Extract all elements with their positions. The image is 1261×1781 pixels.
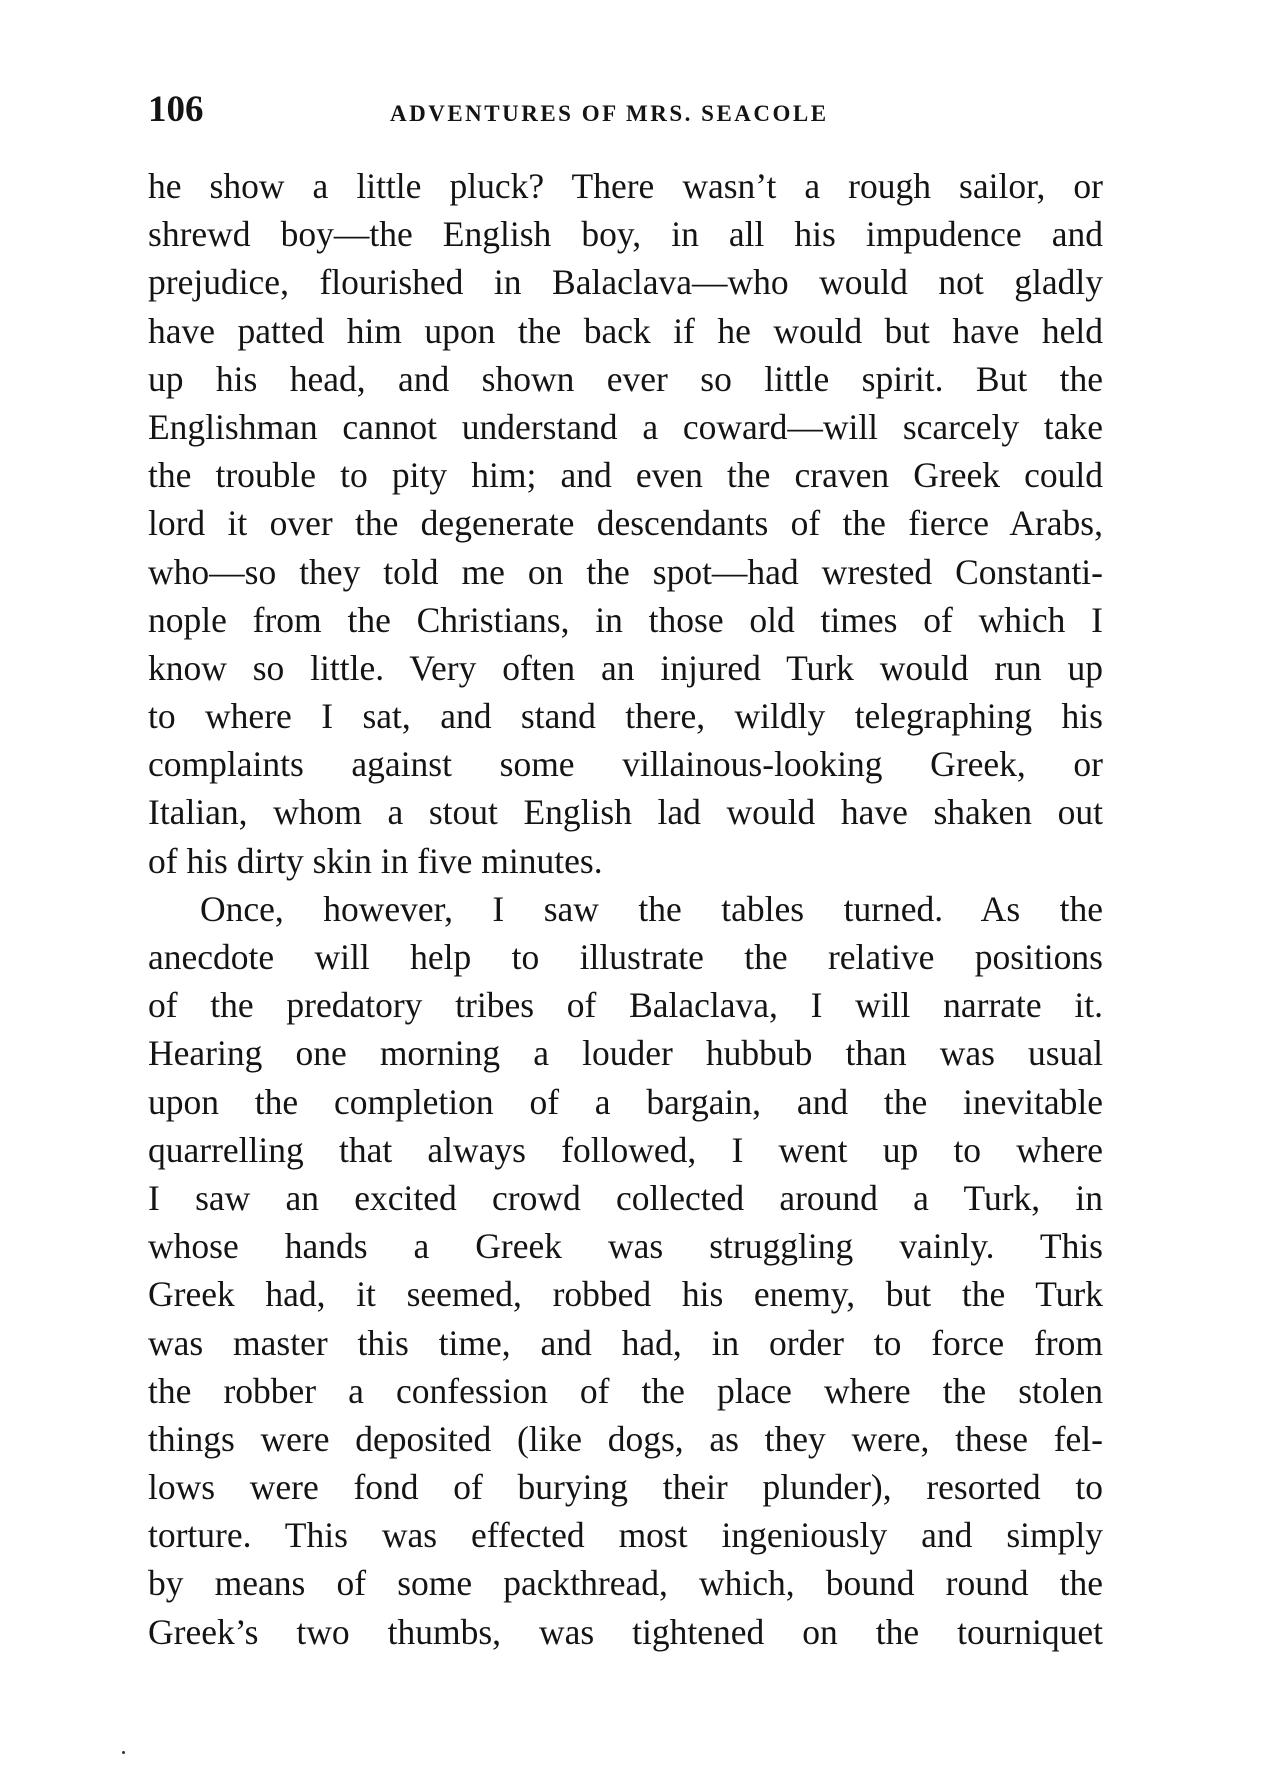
text-line: anecdote will help to illustrate the relative positions	[148, 937, 1103, 977]
running-head	[140, 82, 1092, 138]
text-line: to where I sat, and stand there, wildly telegraphing his	[148, 696, 1103, 737]
text-line: was master this time, and had, in order to force from	[148, 1322, 1103, 1363]
text-line: torture. This was effected most ingeniously and simply	[148, 1515, 1103, 1556]
text-line: quarrelling that always followed, I went up to where	[148, 1129, 1103, 1170]
text-line: whose hands a Greek was struggling vainly. This	[148, 1226, 1103, 1267]
text-line: the trouble to pity him; and even the craven Greek could	[148, 455, 1103, 496]
text-line: upon the completion of a bargain, and the inevitable	[148, 1081, 1103, 1122]
text-line: Greek had, it seemed, robbed his enemy, but the Turk	[148, 1274, 1103, 1315]
text-line: Once, however, I saw the tables turned. As the	[200, 888, 1103, 929]
text-line: Englishman cannot understand a coward—will scarcely take	[148, 406, 1103, 447]
paragraph-2	[148, 885, 1103, 1656]
text-line: prejudice, flourished in Balaclava—who would not gladly	[148, 262, 1103, 303]
text-line: who—so they told me on the spot—had wrested Constanti-	[148, 551, 1103, 592]
text-line: of the predatory tribes of Balaclava, I will narrate it.	[148, 985, 1103, 1026]
text-line: I saw an excited crowd collected around a Turk, in	[148, 1177, 1103, 1218]
paragraph-1	[148, 162, 1103, 885]
text-line: nople from the Christians, in those old times of which I	[148, 599, 1103, 640]
text-line: he show a little pluck? There wasn’t a rough sailor, or	[148, 166, 1103, 206]
text-line: things were deposited (like dogs, as they were, these fel-	[148, 1418, 1103, 1459]
text-line: the robber a confession of the place where the stolen	[148, 1370, 1103, 1411]
text-line: up his head, and shown ever so little spirit. But the	[148, 358, 1103, 399]
text-line: by means of some packthread, which, bound round the	[148, 1563, 1103, 1604]
text-line: Italian, whom a stout English lad would have shaken out	[148, 792, 1103, 833]
page-number: 106	[148, 89, 204, 130]
running-title: ADVENTURES OF MRS. SEACOLE	[390, 101, 829, 126]
text-line: Greek’s two thumbs, was tightened on the tourniquet	[148, 1611, 1103, 1652]
print-speck	[122, 1751, 125, 1754]
text-line: lows were fond of burying their plunder), resorted to	[148, 1467, 1103, 1508]
text-line: of his dirty skin in five minutes.	[148, 840, 603, 881]
text-line: complaints against some villainous-looking Greek, or	[148, 744, 1103, 785]
text-line: have patted him upon the back if he would but have held	[148, 310, 1103, 351]
text-line: Hearing one morning a louder hubbub than was usual	[148, 1033, 1103, 1074]
body-text	[148, 162, 1103, 1656]
text-line: shrewd boy—the English boy, in all his impudence and	[148, 214, 1103, 255]
text-line: lord it over the degenerate descendants of the fierce Arabs,	[148, 503, 1103, 544]
text-line: know so little. Very often an injured Turk would run up	[148, 647, 1103, 688]
